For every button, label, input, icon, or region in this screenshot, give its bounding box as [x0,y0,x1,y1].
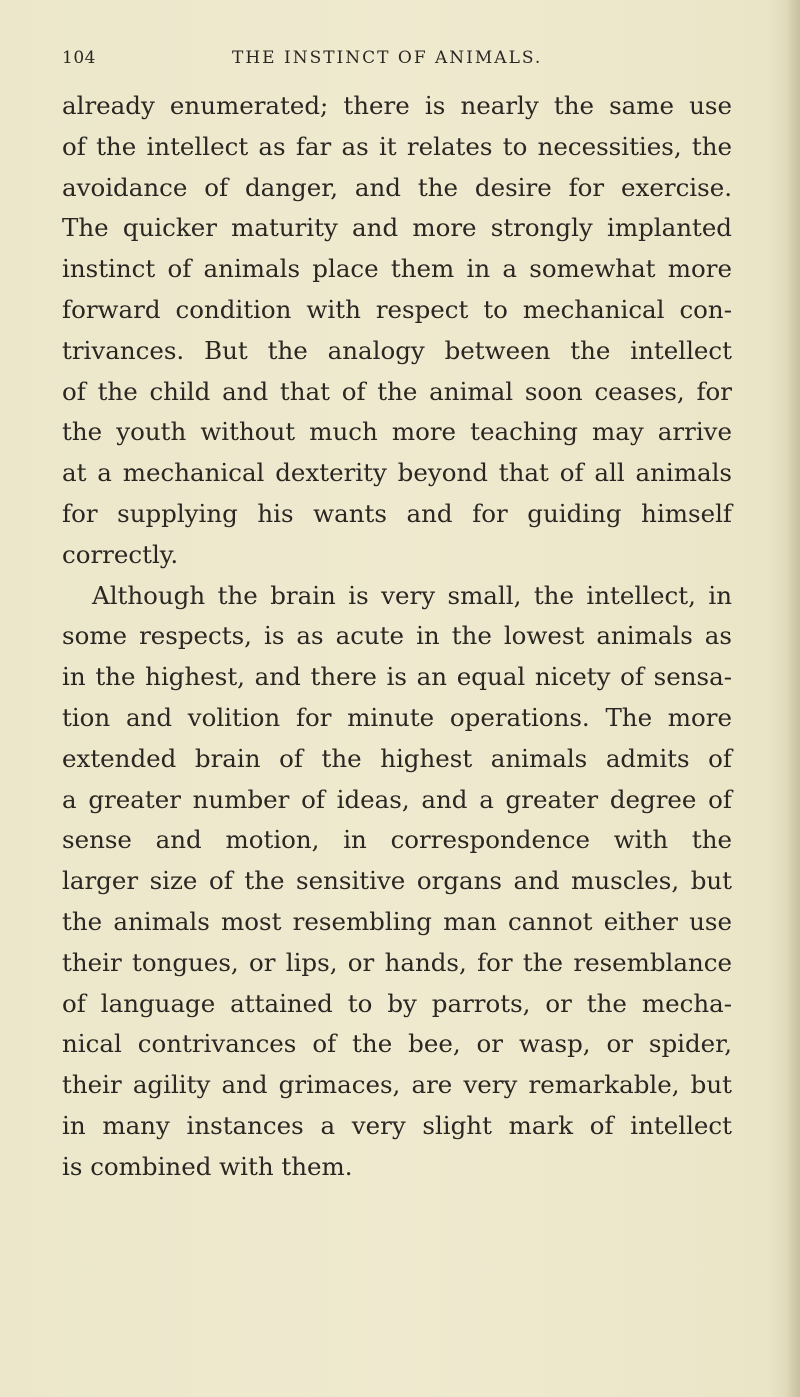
text-line: at a mechanical dexterity beyond that of all animals [62,458,732,488]
text-line: instinct of animals place them in a somewhat more [62,254,732,284]
text-line: their tongues, or lips, or hands, for the resemblance [62,947,732,977]
body-text [62,86,732,1188]
text-line: The quicker maturity and more strongly implanted [62,213,732,243]
text-line: larger size of the sensitive organs and muscles, but [62,866,732,896]
text-line: in the highest, and there is an equal nicety of sensa- [62,662,732,692]
paragraph-1 [62,86,732,576]
text-line: in many instances a very slight mark of intellect [62,1110,732,1140]
text-line: trivances. But the analogy between the intellect [62,335,732,365]
text-line: of the intellect as far as it relates to necessities, the [62,131,732,161]
text-line: sense and motion, in correspondence with the [62,825,732,855]
paragraph-2 [62,576,732,1188]
page-edge-shadow [786,0,800,1397]
text-line: correctly. [62,539,179,569]
text-line: their agility and grimaces, are very remarkable, but [62,1070,732,1100]
text-line: for supplying his wants and for guiding himself [62,498,732,528]
text-line: tion and volition for minute operations. The more [62,702,732,732]
text-line: avoidance of danger, and the desire for exercise. [62,172,732,202]
text-line: already enumerated; there is nearly the same use [62,91,732,120]
text-line: of the child and that of the animal soon ceases, for [62,376,732,406]
text-line: the animals most resembling man cannot either use [62,906,732,936]
running-head: THE INSTINCT OF ANIMALS. [232,48,543,68]
text-line: of language attained to by parrots, or the mecha- [62,988,732,1018]
page-header [62,48,742,78]
text-line: the youth without much more teaching may arrive [62,417,732,447]
text-line: extended brain of the highest animals admits of [62,743,732,773]
page-number: 104 [62,48,96,68]
text-line: some respects, is as acute in the lowest animals as [62,621,732,651]
text-line: is combined with them. [62,1151,353,1181]
text-line: a greater number of ideas, and a greater degree of [62,784,732,814]
text-line: forward condition with respect to mechanical con- [62,294,732,324]
text-line: Although the brain is very small, the intellect, in [92,580,732,610]
text-line: nical contrivances of the bee, or wasp, or spider, [62,1029,732,1059]
